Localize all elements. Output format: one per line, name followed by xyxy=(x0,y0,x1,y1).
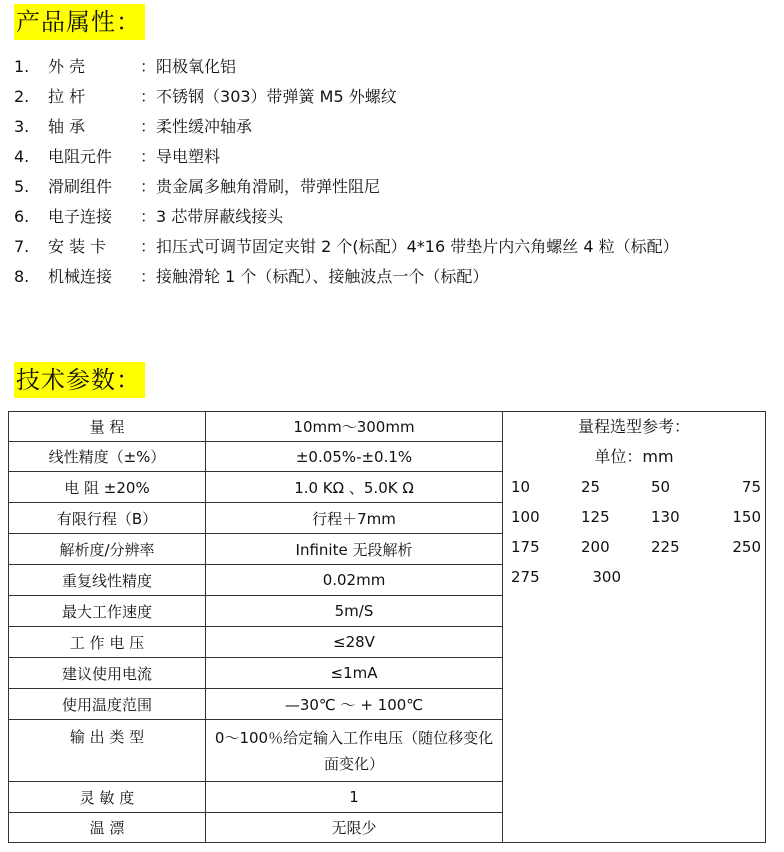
attribute-number: 2. xyxy=(14,87,30,106)
attribute-name: 电子连接 xyxy=(48,207,113,226)
attribute-item xyxy=(14,52,679,82)
range-cell: 75 xyxy=(741,478,761,496)
range-cell: 125 xyxy=(581,508,610,526)
attribute-item xyxy=(14,232,679,262)
range-cell: 250 xyxy=(732,538,761,556)
spec-label: 灵 敏 度 xyxy=(9,782,206,813)
attribute-name: 电阻元件 xyxy=(48,147,113,166)
spec-value: 1 xyxy=(206,782,503,813)
attribute-value: 贵金属多触角滑刷，带弹性阻尼 xyxy=(156,177,381,196)
spec-value: 行程＋7mm xyxy=(206,503,503,534)
spec-value: 5m/S xyxy=(206,596,503,627)
range-cell: 275 xyxy=(511,568,540,586)
attribute-separator: ： xyxy=(140,267,157,286)
spec-label: 重复线性精度 xyxy=(9,565,206,596)
spec-value: ±0.05%-±0.1% xyxy=(206,442,503,472)
range-cell: 50 xyxy=(651,478,671,496)
technical-parameters-title: 技术参数： xyxy=(14,362,145,398)
attribute-value: 扣压式可调节固定夹钳 2 个(标配）4*16 带垫片内六角螺丝 4 粒（标配） xyxy=(156,237,679,256)
table-row xyxy=(9,412,766,442)
spec-label: 量 程 xyxy=(9,412,206,442)
attribute-number: 1. xyxy=(14,57,30,76)
spec-value: 0～100％给定输入工作电压（随位移变化面变化） xyxy=(206,720,503,782)
attribute-separator: ： xyxy=(140,177,157,196)
attribute-number: 3. xyxy=(14,117,30,136)
attribute-name: 滑刷组件 xyxy=(48,177,113,196)
attribute-item xyxy=(14,142,679,172)
product-attributes-title: 产品属性： xyxy=(14,4,145,40)
spec-value: 无限少 xyxy=(206,813,503,843)
attribute-separator: ： xyxy=(140,207,157,226)
spec-label: 有限行程（B） xyxy=(9,503,206,534)
range-cell: 130 xyxy=(651,508,680,526)
spec-label: 使用温度范围 xyxy=(9,689,206,720)
spec-label: 解析度/分辨率 xyxy=(9,534,206,565)
attribute-value: 不锈钢（303）带弹簧 M5 外螺纹 xyxy=(156,87,397,106)
spec-label: 工 作 电 压 xyxy=(9,627,206,658)
range-cell: 300 xyxy=(592,568,621,586)
range-row xyxy=(511,532,765,562)
spec-value: ≤1mA xyxy=(206,658,503,689)
spec-value: 0.02mm xyxy=(206,565,503,596)
attribute-list xyxy=(14,52,679,292)
attribute-name: 拉 杆 xyxy=(48,87,86,106)
attribute-value: 接触滑轮 1 个（标配）、接触波点一个（标配） xyxy=(156,267,489,286)
attribute-number: 6. xyxy=(14,207,30,226)
attribute-item xyxy=(14,262,679,292)
spec-label: 电 阻 ±20% xyxy=(9,472,206,503)
spec-value: 10mm～300mm xyxy=(206,412,503,442)
spec-label: 输 出 类 型 xyxy=(9,720,206,782)
attribute-value: 导电塑料 xyxy=(156,147,221,166)
range-reference-title: 量程选型参考： xyxy=(577,417,690,436)
attribute-number: 7. xyxy=(14,237,30,256)
attribute-value: 阳极氧化铝 xyxy=(156,57,237,76)
range-reference-panel xyxy=(503,412,766,843)
spec-label: 最大工作速度 xyxy=(9,596,206,627)
spec-value: Infinite 无段解析 xyxy=(206,534,503,565)
attribute-item xyxy=(14,82,679,112)
range-grid xyxy=(511,472,765,592)
attribute-item xyxy=(14,172,679,202)
spec-table xyxy=(8,411,766,843)
range-row xyxy=(511,562,765,592)
attribute-number: 4. xyxy=(14,147,30,166)
attribute-value: 柔性缓冲轴承 xyxy=(156,117,253,136)
range-row xyxy=(511,502,765,532)
spec-label: 线性精度（±%） xyxy=(9,442,206,472)
attribute-separator: ： xyxy=(140,147,157,166)
spec-label: 温 漂 xyxy=(9,813,206,843)
attribute-separator: ： xyxy=(140,87,157,106)
range-cell: 200 xyxy=(581,538,610,556)
spec-value: 1.0 KΩ 、5.0K Ω xyxy=(206,472,503,503)
range-cell: 175 xyxy=(511,538,540,556)
attribute-number: 8. xyxy=(14,267,30,286)
range-reference-unit: 单位：mm xyxy=(594,447,674,466)
attribute-item xyxy=(14,112,679,142)
attribute-name: 外 壳 xyxy=(48,57,86,76)
range-cell: 150 xyxy=(732,508,761,526)
attribute-name: 机械连接 xyxy=(48,267,113,286)
attribute-name: 轴 承 xyxy=(48,117,86,136)
attribute-item xyxy=(14,202,679,232)
attribute-name: 安 装 卡 xyxy=(48,237,107,256)
spec-label: 建议使用电流 xyxy=(9,658,206,689)
range-cell: 100 xyxy=(511,508,540,526)
range-cell: 10 xyxy=(511,478,531,496)
range-row xyxy=(511,472,765,502)
attribute-number: 5. xyxy=(14,177,30,196)
attribute-separator: ： xyxy=(140,57,157,76)
spec-value: ≤28V xyxy=(206,627,503,658)
range-cell: 25 xyxy=(581,478,601,496)
attribute-value: 3 芯带屏蔽线接头 xyxy=(156,207,284,226)
spec-value: —30℃ ～ + 100℃ xyxy=(206,689,503,720)
attribute-separator: ： xyxy=(140,237,157,256)
attribute-separator: ： xyxy=(140,117,157,136)
range-cell: 225 xyxy=(651,538,680,556)
